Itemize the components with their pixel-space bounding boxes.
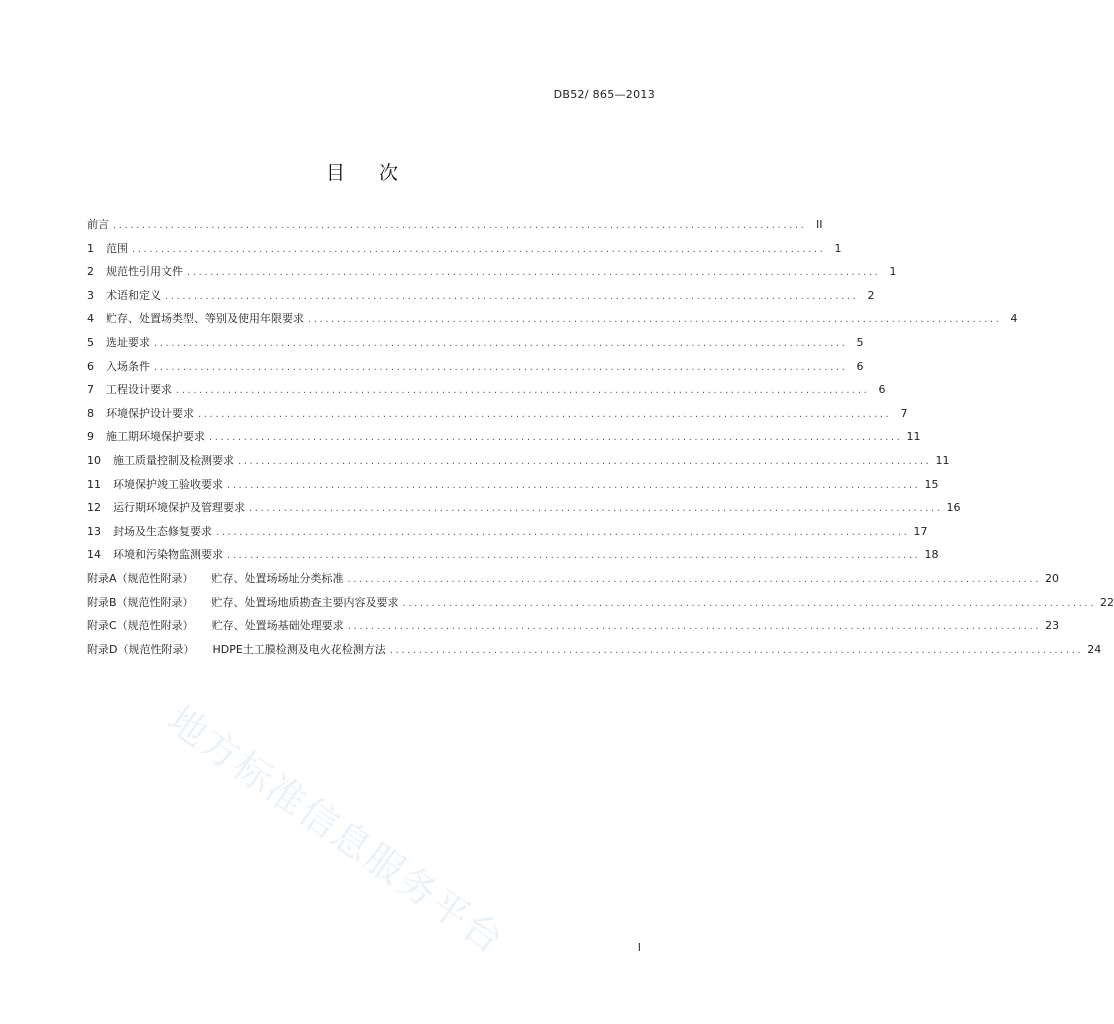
toc-entry[interactable] bbox=[87, 334, 864, 358]
toc-dot-leader: ........................................................................................................................ bbox=[209, 432, 903, 444]
toc-entry-number: 4 bbox=[87, 312, 94, 326]
toc-entry-label: 范围 bbox=[106, 241, 128, 255]
watermark: 地方标准信息服务平台 bbox=[159, 697, 513, 963]
toc-entry-page: 15 bbox=[924, 477, 939, 491]
toc-entry-page: 17 bbox=[913, 524, 928, 538]
toc-entry-label: 贮存、处置场地质勘查主要内容及要求 bbox=[211, 595, 399, 609]
toc-entry-number: 5 bbox=[87, 335, 94, 349]
toc-dot-leader: ........................................................................................................................ bbox=[154, 337, 848, 349]
toc-entry-label: 环境和污染物监测要求 bbox=[113, 548, 223, 562]
toc-entry-label: 前言 bbox=[87, 218, 109, 231]
toc-dot-leader: ........................................................................................................................ bbox=[308, 314, 1002, 326]
toc-entry[interactable] bbox=[87, 240, 842, 264]
toc-entry-number: 附录D（规范性附录） bbox=[87, 642, 195, 656]
toc-entry-label: 施工期环境保护要求 bbox=[106, 430, 205, 444]
toc-entry[interactable] bbox=[87, 570, 1059, 594]
toc-dot-leader: ........................................................................................................................ bbox=[216, 526, 910, 538]
toc-dot-leader: ........................................................................................................................ bbox=[198, 408, 892, 420]
toc-entry-number: 13 bbox=[87, 524, 101, 538]
toc-entry-page: 5 bbox=[856, 335, 864, 349]
toc-entry-label: 运行期环境保护及管理要求 bbox=[113, 501, 245, 515]
toc-entry-label: 工程设计要求 bbox=[106, 383, 172, 397]
toc-entry[interactable] bbox=[87, 310, 1018, 334]
toc-entry[interactable] bbox=[87, 405, 908, 429]
toc-dot-leader: ........................................................................................................................ bbox=[389, 644, 1084, 656]
toc-entry-label: 封场及生态修复要求 bbox=[113, 524, 212, 538]
toc-entry-page: 11 bbox=[906, 430, 921, 444]
toc-entry[interactable] bbox=[87, 381, 886, 405]
toc-entry-number: 附录C（规范性附录） bbox=[87, 619, 194, 633]
toc-entry-number: 10 bbox=[87, 453, 101, 467]
toc-dot-leader: ........................................................................................................................ bbox=[347, 573, 1041, 585]
toc-entry[interactable] bbox=[87, 594, 1114, 618]
toc-entry[interactable] bbox=[87, 263, 897, 287]
toc-entry[interactable] bbox=[87, 617, 1060, 641]
toc-entry-page: 23 bbox=[1045, 619, 1060, 633]
toc-entry[interactable] bbox=[87, 428, 921, 452]
toc-entry-page: 1 bbox=[834, 241, 842, 255]
title-char-1: 目 bbox=[325, 162, 345, 184]
toc-entry-number: 9 bbox=[87, 430, 94, 444]
toc-dot-leader: ........................................................................................................................ bbox=[113, 220, 807, 231]
toc-entry-label: 环境保护设计要求 bbox=[106, 406, 194, 420]
toc-entry-number: 11 bbox=[87, 477, 101, 491]
toc-entry[interactable] bbox=[87, 641, 1102, 665]
toc-dot-leader: ........................................................................................................................ bbox=[176, 385, 870, 397]
toc-dot-leader: ........................................................................................................................ bbox=[154, 361, 848, 373]
toc-entry-page: 11 bbox=[935, 453, 950, 467]
toc-entry[interactable] bbox=[87, 523, 928, 547]
toc-dot-leader: ........................................................................................................................ bbox=[227, 550, 921, 562]
toc-entry-page: II bbox=[815, 218, 823, 231]
toc-entry-label: 选址要求 bbox=[106, 335, 150, 349]
toc-entry-number: 7 bbox=[87, 383, 94, 397]
toc-entry[interactable] bbox=[87, 216, 823, 240]
table-of-contents bbox=[87, 216, 1114, 664]
toc-entry-page: 6 bbox=[856, 359, 864, 373]
toc-entry-number: 8 bbox=[87, 406, 94, 420]
toc-entry-label: HDPE土工膜检测及电火花检测方法 bbox=[212, 642, 386, 656]
toc-dot-leader: ........................................................................................................................ bbox=[347, 621, 1042, 633]
toc-entry-number: 1 bbox=[87, 241, 94, 255]
toc-entry-page: 20 bbox=[1044, 571, 1059, 585]
toc-entry-label: 贮存、处置场基础处理要求 bbox=[211, 619, 344, 633]
toc-entry-page: 24 bbox=[1087, 642, 1102, 656]
toc-entry-number: 附录A（规范性附录） bbox=[87, 571, 194, 585]
toc-entry-page: 16 bbox=[946, 501, 961, 515]
page-number: I bbox=[637, 941, 641, 954]
toc-entry-number: 6 bbox=[87, 359, 94, 373]
toc-entry[interactable] bbox=[87, 358, 864, 382]
toc-dot-leader: ........................................................................................................................ bbox=[132, 243, 826, 255]
document-id: DB52/ 865—2013 bbox=[553, 88, 655, 101]
title-char-2: 次 bbox=[379, 162, 399, 184]
toc-entry[interactable] bbox=[87, 546, 939, 570]
page-title bbox=[0, 158, 724, 185]
toc-dot-leader: ........................................................................................................................ bbox=[165, 290, 859, 302]
toc-entry[interactable] bbox=[87, 476, 939, 500]
toc-entry-label: 规范性引用文件 bbox=[106, 265, 183, 279]
toc-entry-label: 入场条件 bbox=[106, 359, 150, 373]
toc-entry[interactable] bbox=[87, 499, 961, 523]
toc-entry-page: 6 bbox=[878, 383, 886, 397]
toc-entry-number: 3 bbox=[87, 288, 94, 302]
toc-entry-page: 22 bbox=[1100, 595, 1114, 609]
toc-entry[interactable] bbox=[87, 452, 950, 476]
toc-entry-page: 1 bbox=[889, 265, 897, 279]
toc-entry-page: 4 bbox=[1010, 312, 1018, 326]
toc-entry-label: 贮存、处置场场址分类标准 bbox=[211, 571, 344, 585]
toc-dot-leader: ........................................................................................................................ bbox=[402, 597, 1096, 609]
toc-entry-page: 18 bbox=[924, 548, 939, 562]
toc-entry-number: 2 bbox=[87, 265, 94, 279]
toc-dot-leader: ........................................................................................................................ bbox=[249, 503, 943, 515]
toc-entry-label: 术语和定义 bbox=[106, 288, 161, 302]
toc-entry-page: 2 bbox=[867, 288, 875, 302]
toc-entry-number: 12 bbox=[87, 501, 101, 515]
toc-entry[interactable] bbox=[87, 287, 875, 311]
toc-entry-page: 7 bbox=[900, 406, 908, 420]
toc-dot-leader: ........................................................................................................................ bbox=[187, 267, 881, 279]
toc-entry-number: 14 bbox=[87, 548, 101, 562]
toc-entry-label: 施工质量控制及检测要求 bbox=[113, 453, 234, 467]
toc-entry-label: 贮存、处置场类型、等别及使用年限要求 bbox=[106, 312, 304, 326]
toc-entry-label: 环境保护竣工验收要求 bbox=[113, 477, 223, 491]
toc-dot-leader: ........................................................................................................................ bbox=[227, 479, 921, 491]
toc-dot-leader: ........................................................................................................................ bbox=[238, 455, 932, 467]
toc-entry-number: 附录B（规范性附录） bbox=[87, 595, 194, 609]
